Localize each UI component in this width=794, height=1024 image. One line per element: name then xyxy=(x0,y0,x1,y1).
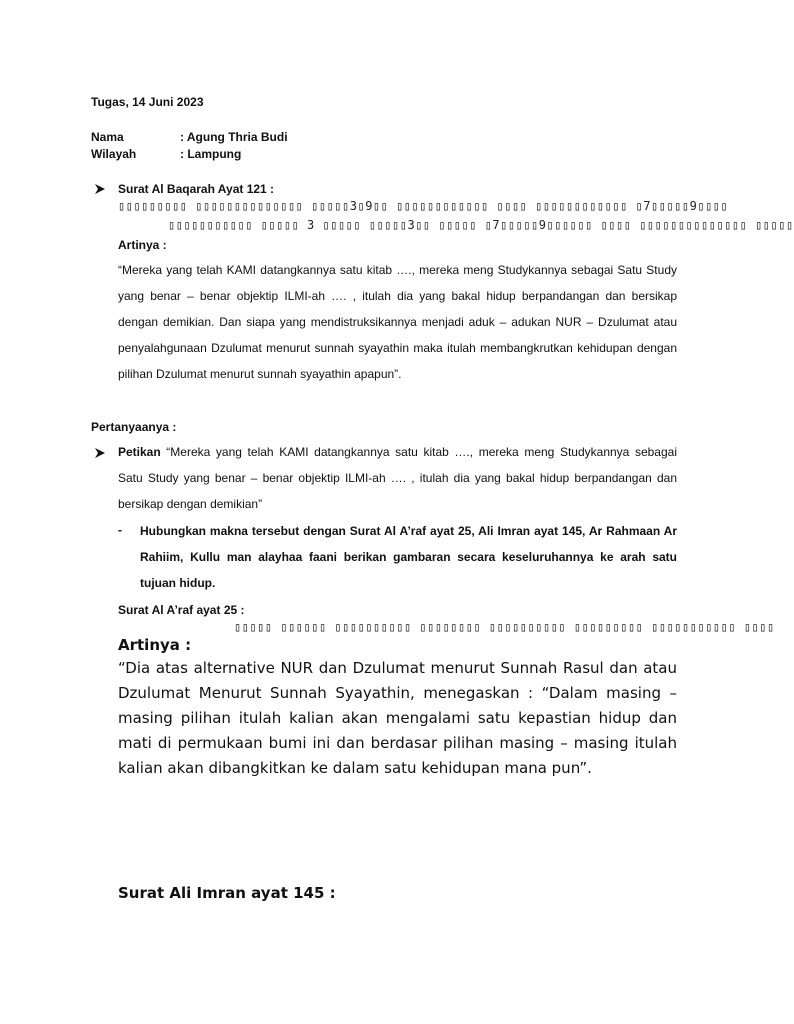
meaning-label-araf: Artinya : xyxy=(118,636,192,654)
instruction-text: Hubungkan makna tersebut dengan Surat Al A’raf ayat 25, Ali Imran ayat 145, Ar Rahmaan Ar Rahiim, Kullu man alayhaa faani berikan gambaran secara keseluruhannya ke arah satu tujuan hidup. xyxy=(140,524,677,590)
section-title-baqarah: Surat Al Baqarah Ayat 121 : xyxy=(118,182,275,196)
meaning-text-baqarah: “Mereka yang telah KAMI datangkannya satu kitab …., mereka meng Studykannya sebagai Satu Study yang benar – benar objektip ILMI-ah …. , itulah dia yang bakal hidup berpandangan dan bersikap dengan demikian. Dan siapa yang mendistruksikannya menjadi aduk – adukan NUR – Dzulumat atau penyalahgunaan Dzulumat menurut sunnah syayathin maka itulah membangkrutkan kehidupan dengan pilihan Dzulumat menurut sunnah syayathin apapun”. xyxy=(118,263,677,381)
arabic-verse-line-1: ▯▯▯▯▯▯▯▯▯ ▯▯▯▯▯▯▯▯▯▯▯▯▯▯ ▯▯▯▯▯3▯9▯▯ ▯▯▯▯▯▯▯▯▯▯▯▯ ▯▯▯▯ ▯▯▯▯▯▯▯▯▯▯▯▯ ▯7▯▯▯▯▯9▯▯▯▯ xyxy=(118,199,729,213)
arabic-verse-line-2: ▯▯▯▯▯▯▯▯▯▯▯ ▯▯▯▯▯ 3 ▯▯▯▯▯ ▯▯▯▯▯3▯▯ ▯▯▯▯▯ ▯7▯▯▯▯▯9▯▯▯▯▯▯ ▯▯▯▯ ▯▯▯▯▯▯▯▯▯▯▯▯▯▯ ▯▯▯▯▯ xyxy=(168,218,794,232)
section-title-araf: Surat Al A’raf ayat 25 : xyxy=(118,603,245,617)
questions-title: Pertanyaanya : xyxy=(91,420,177,434)
date-line: Tugas, 14 Juni 2023 xyxy=(91,95,204,109)
meaning-text-araf: “Dia atas alternative NUR dan Dzulumat menurut Sunnah Rasul dan atau Dzulumat Menurut Sunnah Syayathin, menegaskan : “Dalam masing – masing pilihan itulah kalian akan mengalami satu kepastian hidup dan mati di permukaan bumi ini dan berdasar pilihan masing – masing itulah kalian akan dibangkitkan ke dalam satu kehidupan mana pun”. xyxy=(118,659,677,777)
excerpt-label: Petikan xyxy=(118,445,161,459)
arrow-bullet-icon xyxy=(94,447,106,459)
meaning-label-baqarah: Artinya : xyxy=(118,238,167,252)
excerpt-paragraph xyxy=(118,439,677,517)
name-label: Nama xyxy=(91,130,124,144)
arrow-bullet-icon xyxy=(94,183,106,195)
arabic-verse-araf: ▯▯▯▯▯ ▯▯▯▯▯▯ ▯▯▯▯▯▯▯▯▯▯ ▯▯▯▯▯▯▯▯ ▯▯▯▯▯▯▯▯▯▯ ▯▯▯▯▯▯▯▯▯ ▯▯▯▯▯▯▯▯▯▯▯ ▯▯▯▯ xyxy=(234,620,775,634)
region-value: : Lampung xyxy=(180,147,242,161)
region-label: Wilayah xyxy=(91,147,137,161)
section-title-ali-imran: Surat Ali Imran ayat 145 : xyxy=(118,884,336,902)
name-value: : Agung Thria Budi xyxy=(180,130,288,144)
excerpt-text: “Mereka yang telah KAMI datangkannya satu kitab …., mereka meng Studykannya sebagai Satu Study yang benar – benar objektip ILMI-ah …. , itulah dia yang bakal hidup berpandangan dan bersikap dengan demikian” xyxy=(118,445,677,511)
dash-bullet: - xyxy=(118,523,122,537)
